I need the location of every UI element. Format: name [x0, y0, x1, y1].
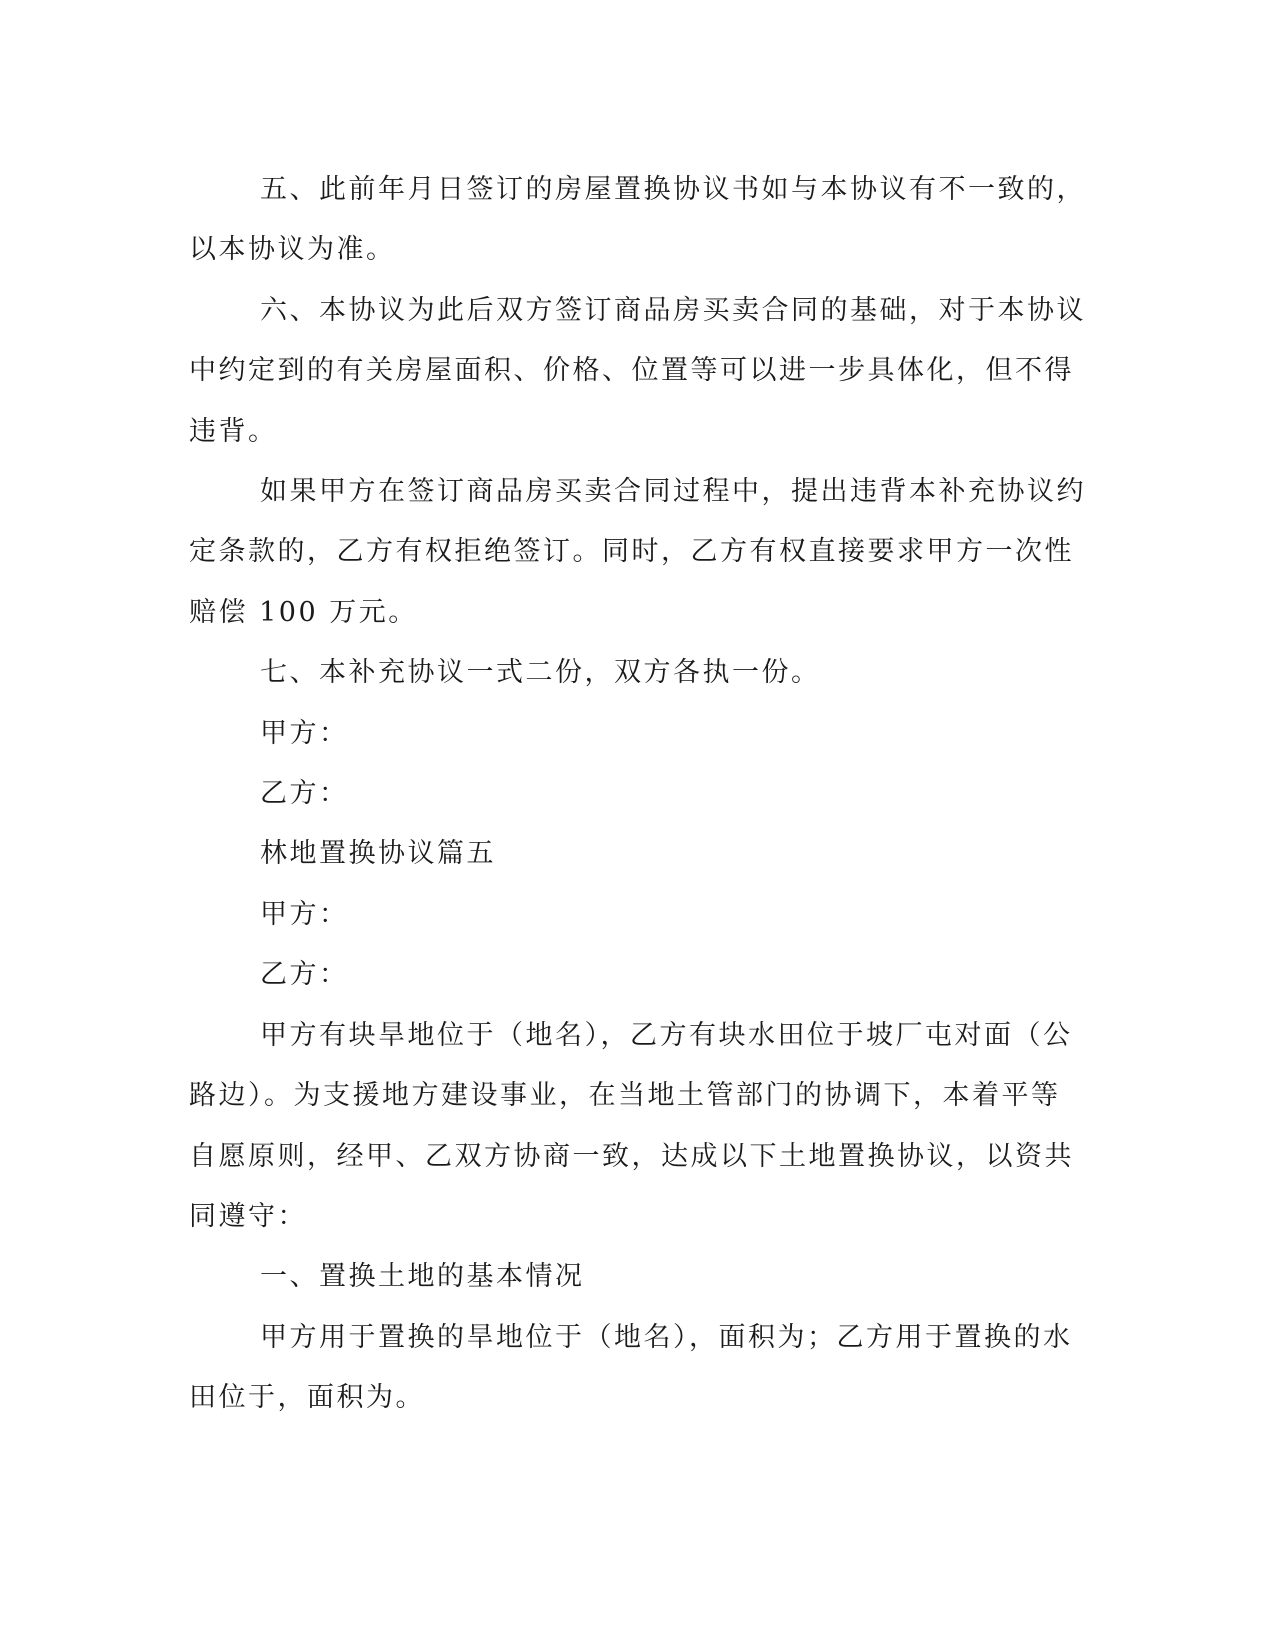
text-line: 以本协议为准。: [189, 234, 396, 266]
text-line-clause-5: 五、此前年月日签订的房屋置换协议书如与本协议有不一致的，: [260, 174, 1086, 205]
text-line-clause-7: 七、本补充协议一式二份，双方各执一份。: [260, 657, 821, 689]
text-line: 违背。: [189, 415, 278, 447]
party-a-label: 甲方：: [260, 717, 349, 749]
text-line: 定条款的，乙方有权拒绝签订。同时，乙方有权直接要求甲方一次性: [189, 536, 1074, 568]
section-title: 林地置换协议篇五: [260, 838, 496, 870]
clause-heading: 一、置换土地的基本情况: [260, 1261, 585, 1293]
text-line-paragraph: 如果甲方在签订商品房买卖合同过程中，提出违背本补充协议约: [260, 476, 1086, 508]
party-a-label: 甲方：: [260, 898, 349, 930]
text-line-paragraph: 甲方有块旱地位于（地名），乙方有块水田位于坡厂屯对面（公: [260, 1019, 1073, 1051]
text-line: 自愿原则，经甲、乙双方协商一致，达成以下土地置换协议，以资共: [189, 1140, 1074, 1172]
text-line-clause-6: 六、本协议为此后双方签订商品房买卖合同的基础，对于本协议: [260, 294, 1086, 326]
text-line-paragraph: 甲方用于置换的旱地位于（地名），面积为；乙方用于置换的水: [260, 1321, 1073, 1353]
party-b-label: 乙方：: [260, 959, 349, 991]
party-b-label: 乙方：: [260, 778, 349, 810]
text-line: 田位于，面积为。: [189, 1382, 425, 1414]
document-body: [189, 160, 1085, 1429]
text-line: 中约定到的有关房屋面积、价格、位置等可以进一步具体化，但不得: [189, 355, 1074, 387]
text-line: 同遵守：: [189, 1200, 307, 1232]
text-line: 路边）。为支援地方建设事业，在当地土管部门的协调下，本着平等: [189, 1080, 1061, 1112]
text-line: 赔偿 100 万元。: [189, 596, 418, 628]
